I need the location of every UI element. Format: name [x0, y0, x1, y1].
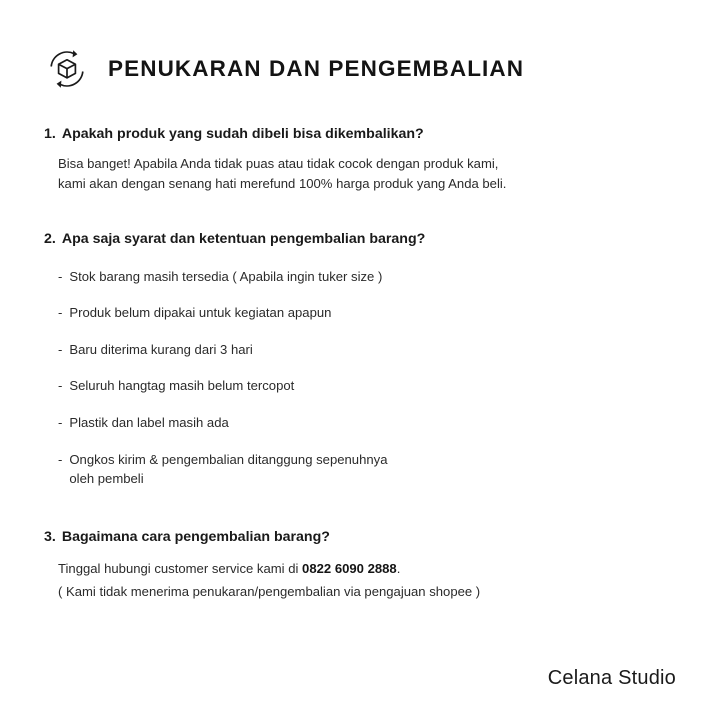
- faq-requirements-list: [44, 267, 676, 489]
- list-item-text: Plastik dan label masih ada: [69, 415, 229, 431]
- faq-item-2: [44, 231, 676, 489]
- faq-number-1: 1.: [44, 126, 56, 142]
- faq-answer-3-line-2: ( Kami tidak menerima penukaran/pengembalian via pengajuan shopee ): [58, 584, 481, 600]
- faq-number-3: 3.: [44, 529, 56, 546]
- faq-item-1: [44, 126, 676, 195]
- list-item: [58, 450, 676, 489]
- list-item: [58, 413, 676, 433]
- dash-marker: -: [58, 451, 63, 467]
- dash-marker: -: [58, 305, 63, 321]
- list-item-text: Produk belum dipakai untuk kegiatan apapun: [69, 305, 332, 321]
- customer-service-phone: 0822 6090 2888: [302, 561, 397, 577]
- list-item: [58, 267, 676, 287]
- brand-footer: Celana Studio: [547, 667, 676, 689]
- list-item: [58, 303, 676, 323]
- list-item-text: Seluruh hangtag masih belum tercopot: [69, 378, 295, 394]
- document-header: [44, 46, 676, 92]
- list-item-text-line-1: Ongkos kirim & pengembalian ditanggung sepenuhnya: [69, 451, 388, 467]
- faq-answer-1: [44, 154, 618, 195]
- list-item: [58, 376, 676, 396]
- page-title: PENUKARAN DAN PENGEMBALIAN: [108, 56, 525, 81]
- faq-answer-1-line-1: Bisa banget! Apabila Anda tidak puas atau tidak cocok dengan produk kami,: [58, 156, 499, 171]
- faq-answer-3-prefix: Tinggal hubungi customer service kami di: [58, 561, 303, 577]
- faq-question-1: [44, 126, 676, 142]
- list-item-text-line-2: oleh pembeli: [69, 471, 144, 487]
- list-item-text: Stok barang masih tersedia ( Apabila ingin tuker size ): [69, 268, 383, 284]
- faq-item-3: [44, 529, 676, 603]
- faq-answer-3: [44, 559, 618, 603]
- faq-answer-3-suffix: .: [396, 561, 401, 577]
- faq-number-2: 2.: [44, 230, 56, 247]
- faq-answer-1-line-2: kami akan dengan senang hati merefund 100% harga produk yang Anda beli.: [58, 176, 507, 192]
- faq-question-text-2: Apa saja syarat dan ketentuan pengembalian barang?: [61, 230, 426, 247]
- return-box-arrows-icon: [44, 46, 90, 92]
- list-item-text: Baru diterima kurang dari 3 hari: [69, 341, 253, 357]
- dash-marker: -: [58, 415, 63, 431]
- faq-question-text-3: Bagaimana cara pengembalian barang?: [61, 529, 330, 546]
- dash-marker: -: [58, 341, 63, 357]
- list-item-text: [69, 450, 387, 489]
- faq-answer-3-line-1: [58, 559, 618, 579]
- faq-question-2: [44, 231, 676, 247]
- dash-marker: -: [58, 268, 63, 284]
- faq-question-text-1: Apakah produk yang sudah dibeli bisa dikembalikan?: [61, 126, 424, 142]
- dash-marker: -: [58, 378, 63, 394]
- list-item: [58, 340, 676, 360]
- faq-question-3: [44, 529, 676, 545]
